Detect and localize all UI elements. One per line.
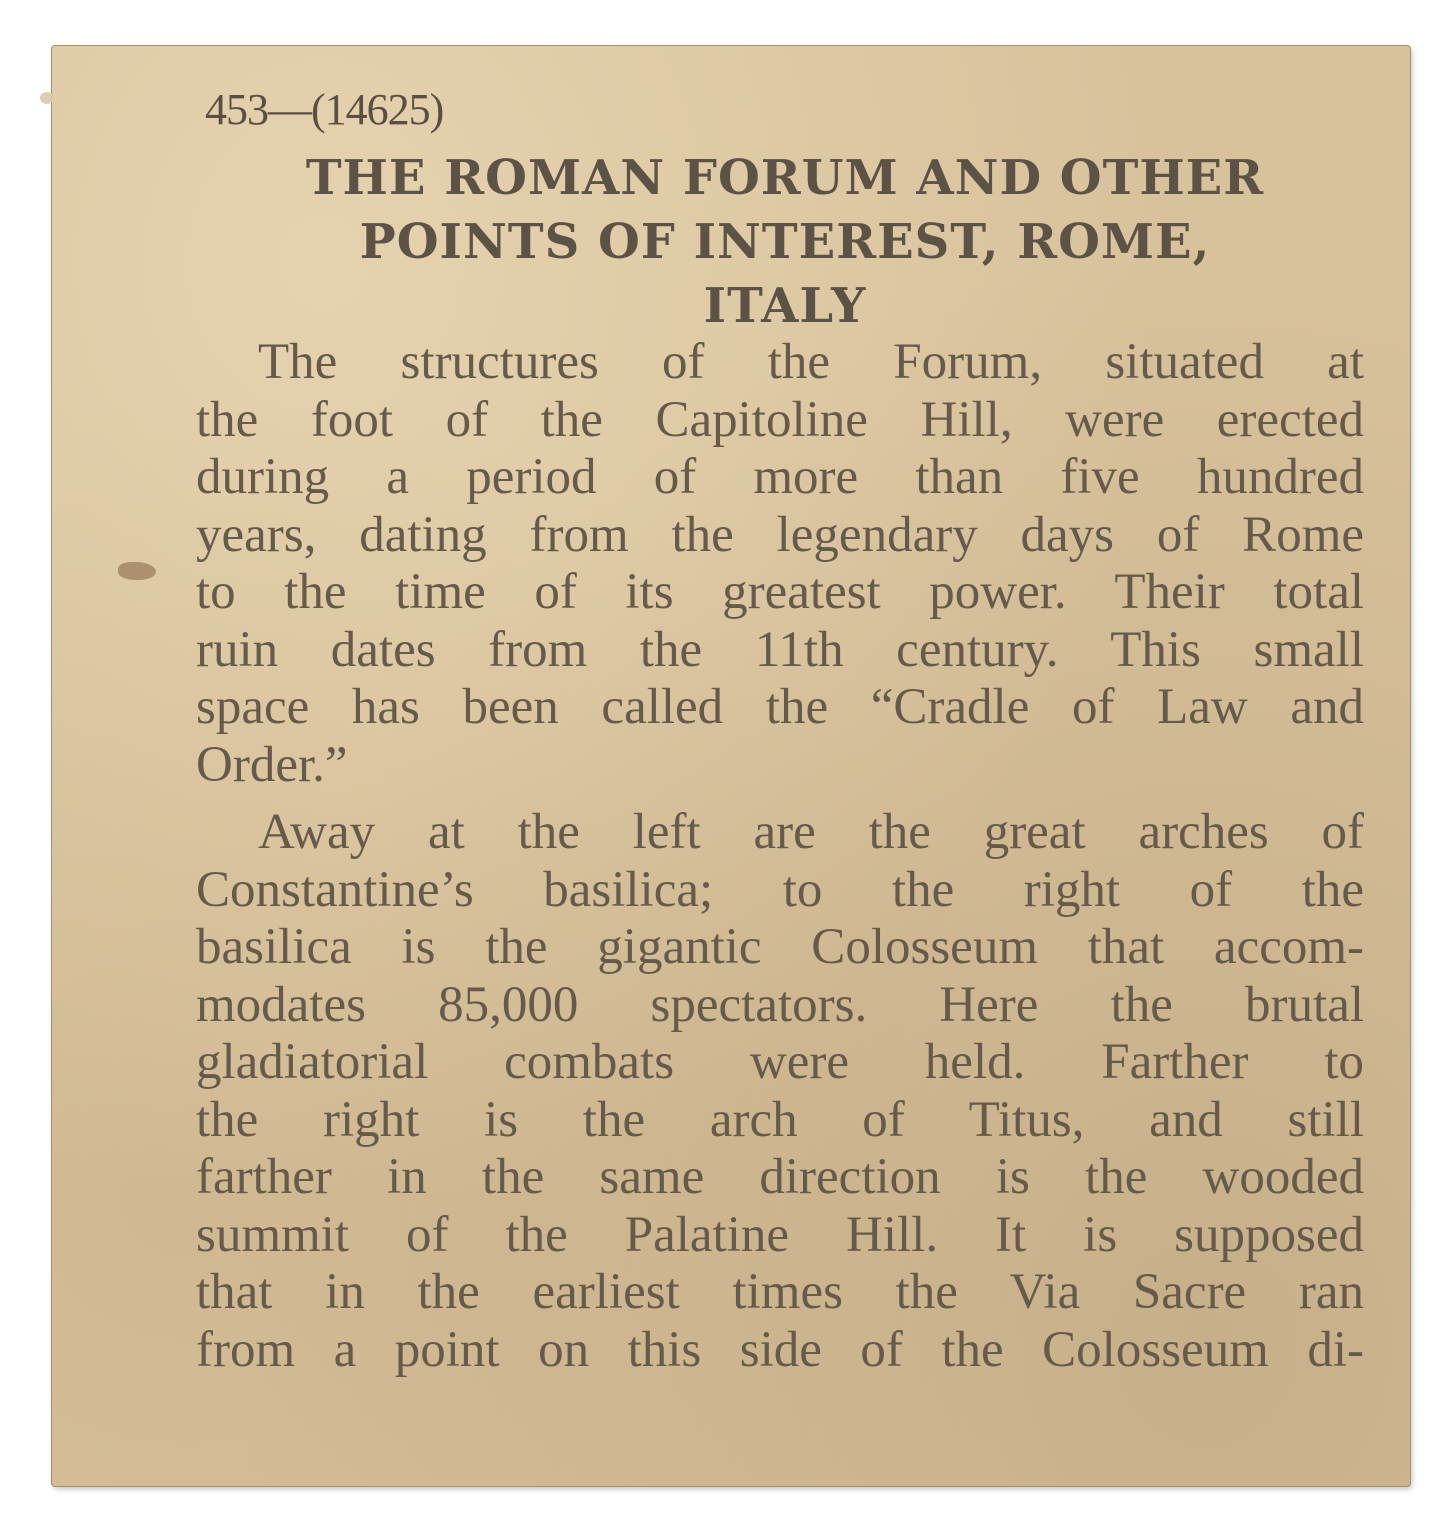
- paragraph-2: [196, 804, 1364, 1379]
- text-line: from a point on this side of the Colosseum di-: [196, 1321, 1364, 1378]
- card-title: [230, 146, 1340, 338]
- text-line: Constantine’s basilica; to the right of the: [196, 861, 1364, 918]
- text-line: Away at the left are the great arches of: [258, 804, 1364, 860]
- text-line: that in the earliest times the Via Sacre ran: [196, 1264, 1364, 1320]
- text-line: the right is the arch of Titus, and still: [196, 1091, 1364, 1148]
- title-line-3: ITALY: [703, 278, 867, 334]
- text-line: summit of the Palatine Hill. It is supposed: [196, 1206, 1364, 1263]
- catalog-number: 453—(14625): [205, 85, 444, 134]
- text-line: the foot of the Capitoline Hill, were erected: [196, 391, 1364, 448]
- ink-stain: [118, 562, 156, 580]
- text-line: basilica is the gigantic Colosseum that accom-: [196, 919, 1364, 975]
- text-line: The structures of the Forum, situated at: [258, 334, 1364, 390]
- text-line: gladiatorial combats were held. Farther to: [196, 1034, 1364, 1090]
- text-line: Order.”: [196, 736, 348, 793]
- text-line: to the time of its greatest power. Their total: [196, 564, 1364, 620]
- text-line: farther in the same direction is the wooded: [196, 1149, 1364, 1205]
- title-line-1: THE ROMAN FORUM AND OTHER: [305, 150, 1265, 206]
- title-line-2: POINTS OF INTEREST, ROME,: [359, 214, 1211, 270]
- text-line: space has been called the “Cradle of Law and: [196, 679, 1364, 735]
- paragraph-1: [196, 334, 1364, 794]
- text-line: ruin dates from the 11th century. This small: [196, 621, 1364, 678]
- description-text: [196, 334, 1364, 1379]
- paper-speck: [40, 92, 54, 104]
- text-line: modates 85,000 spectators. Here the brutal: [196, 976, 1364, 1033]
- text-line: years, dating from the legendary days of Rome: [196, 506, 1364, 563]
- text-line: during a period of more than five hundred: [196, 449, 1364, 505]
